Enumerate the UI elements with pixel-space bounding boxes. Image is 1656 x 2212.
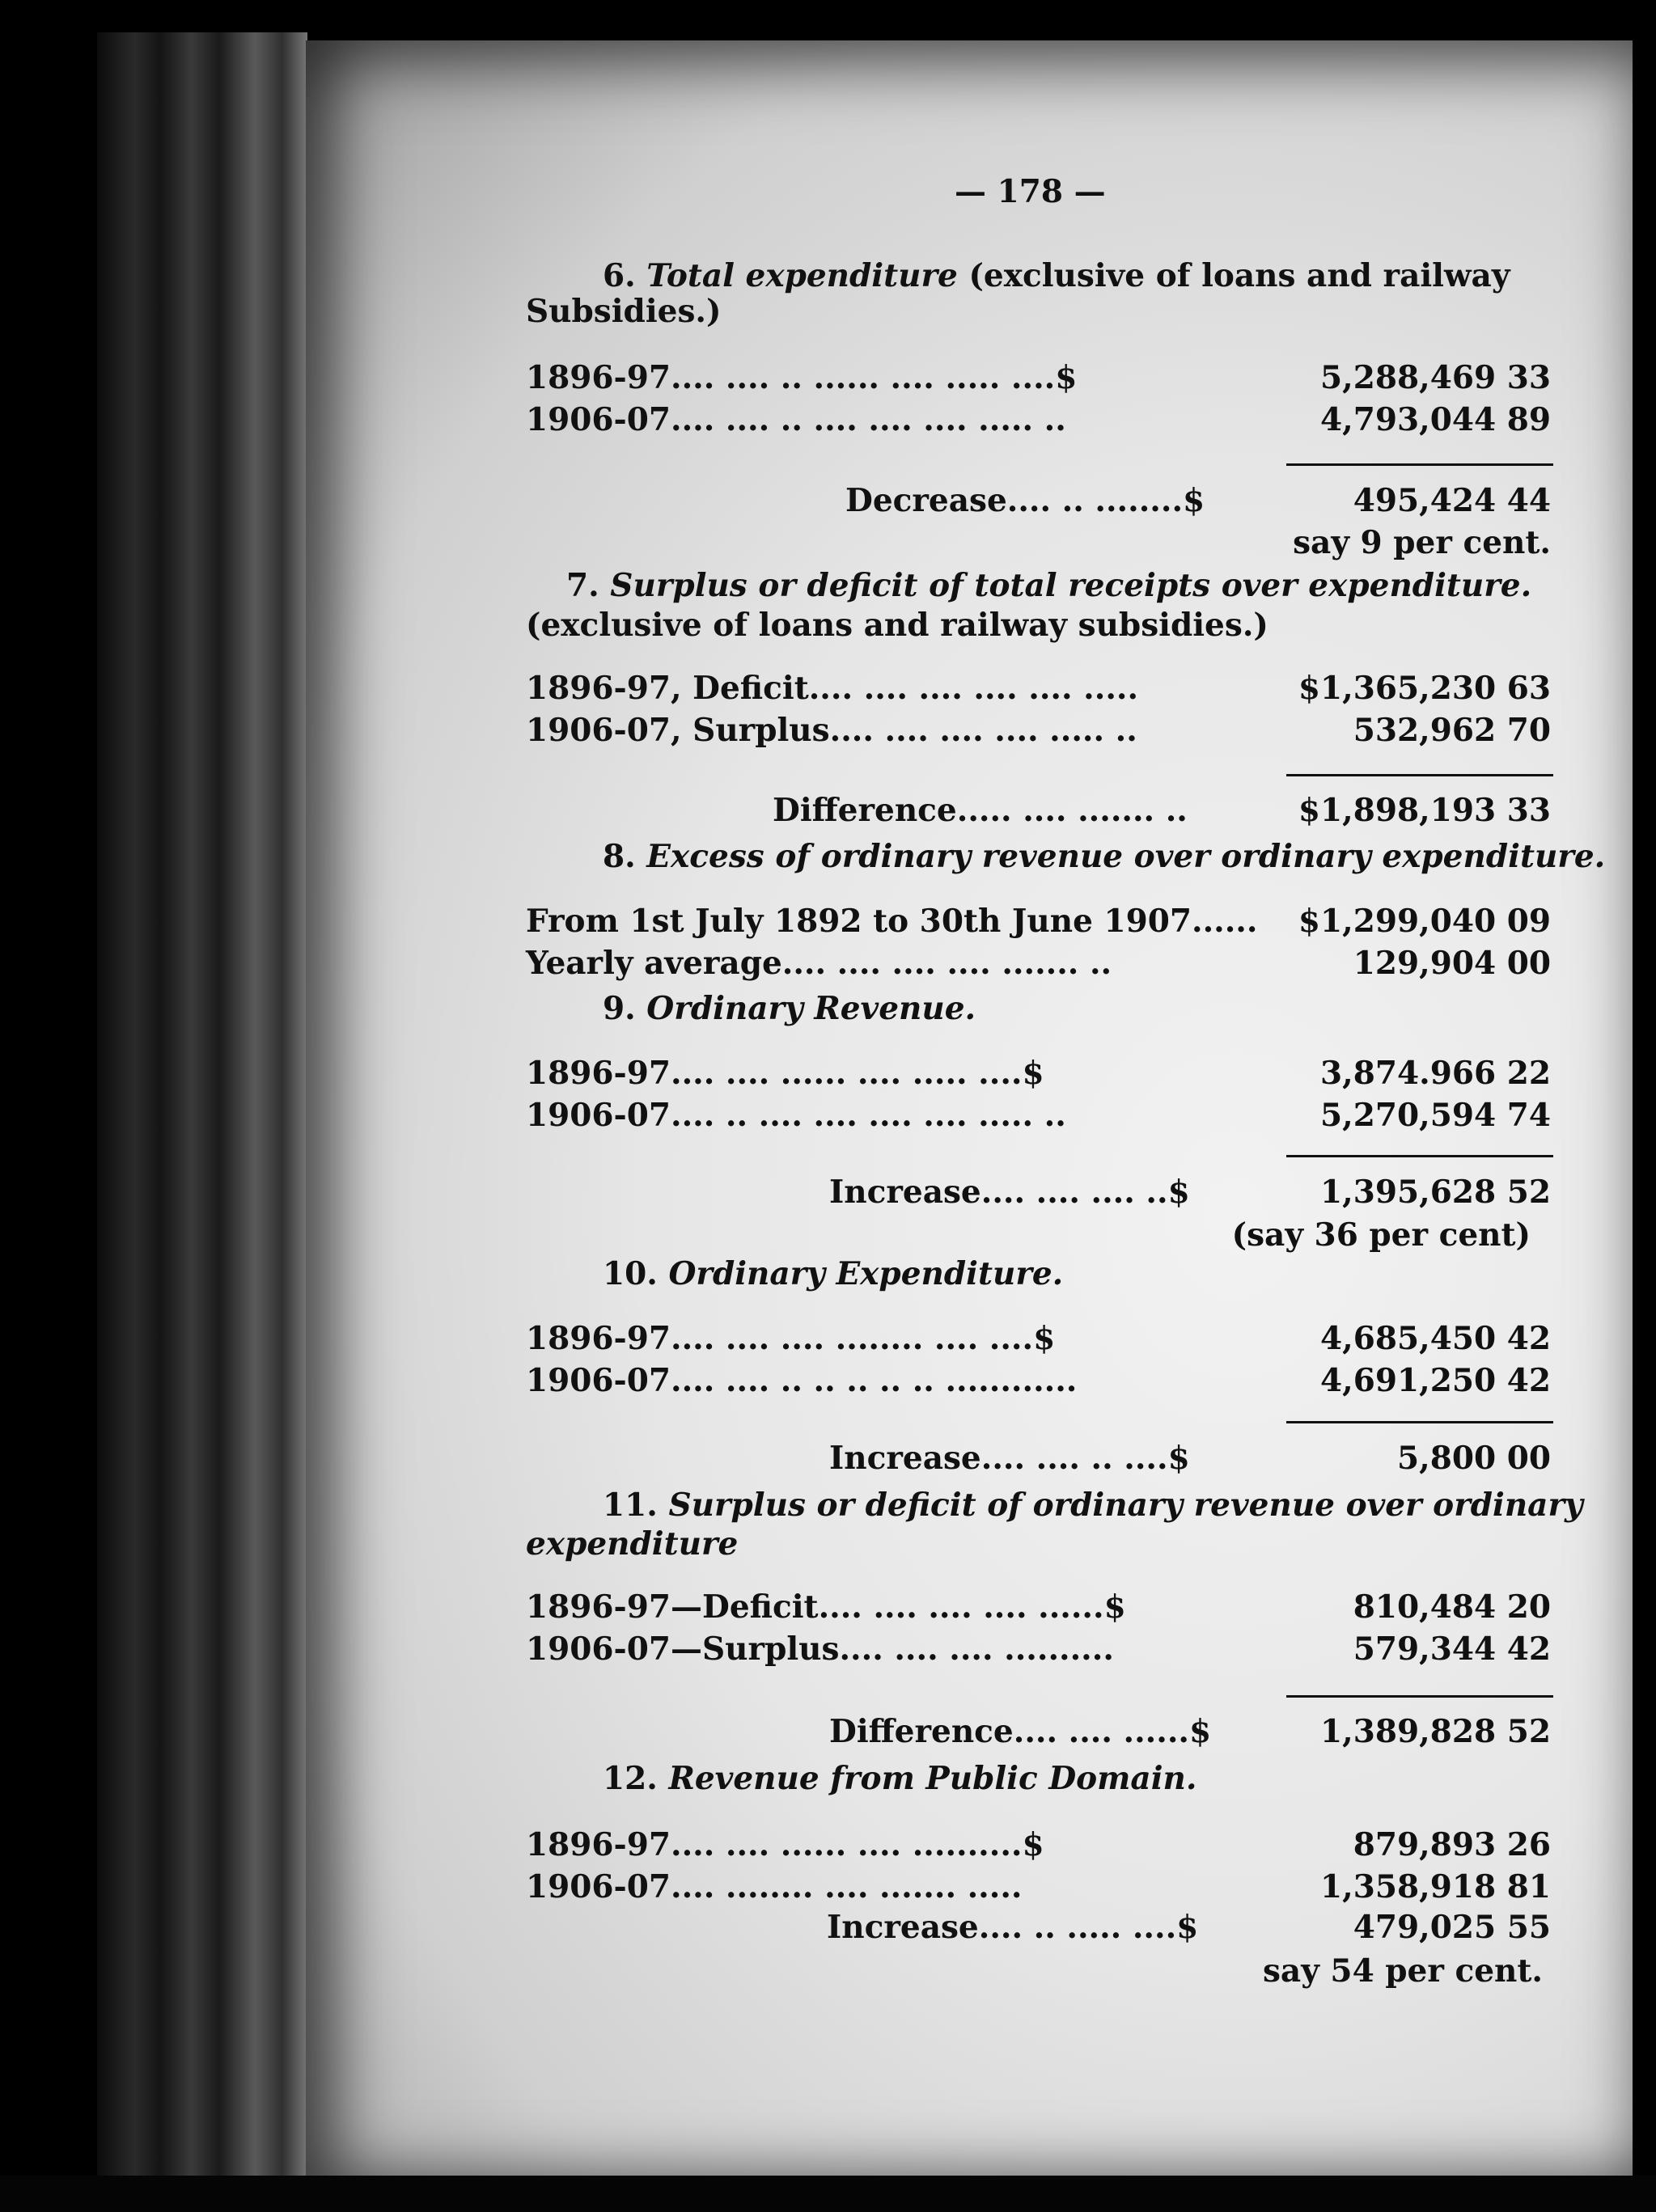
section-11-row-1-label: 1896-97—Deficit.... .... .... .... ......$ bbox=[526, 1588, 1126, 1626]
book-spine-shadow bbox=[97, 32, 307, 2200]
section-12-row-1-label: 1896-97.... .... ...... .... ..........$ bbox=[526, 1826, 1044, 1863]
section-7-row-2-label: 1906-07, Surplus.... .... .... .... ..... .. bbox=[526, 712, 1137, 749]
section-6-heading-line2: Subsidies.) bbox=[526, 293, 722, 330]
section-6-total-label: Decrease.... .. ........$ bbox=[845, 482, 1205, 519]
section-11-total-amount: 1,389,828 52 bbox=[1320, 1713, 1551, 1750]
section-6-total-amount: 495,424 44 bbox=[1353, 482, 1551, 519]
section-6-row-2-amount: 4,793,044 89 bbox=[1320, 401, 1551, 438]
section-9-row-1-amount: 3,874.966 22 bbox=[1320, 1055, 1551, 1092]
section-8-row-1-label: From 1st July 1892 to 30th June 1907...... bbox=[526, 903, 1258, 940]
section-10-row-1-amount: 4,685,450 42 bbox=[1320, 1320, 1551, 1357]
section-6-row-1-amount: 5,288,469 33 bbox=[1320, 359, 1551, 396]
section-6-heading: 6. Total expenditure (exclusive of loans and railway bbox=[603, 257, 1510, 294]
section-7-heading: 7. Surplus or deficit of total receipts over expenditure. bbox=[566, 567, 1532, 604]
section-11-heading-line2: expenditure bbox=[526, 1525, 739, 1563]
section-12-row-2-amount: 1,358,918 81 bbox=[1320, 1868, 1551, 1905]
section-9-total-rule bbox=[1286, 1155, 1553, 1157]
section-9-total-label: Increase.... .... .... ..$ bbox=[829, 1174, 1190, 1211]
section-10-row-1-label: 1896-97.... .... .... ........ .... ....$ bbox=[526, 1320, 1056, 1357]
section-10-total-amount: 5,800 00 bbox=[1397, 1440, 1551, 1477]
section-6-row-2-label: 1906-07.... .... .. .... .... .... ..... .. bbox=[526, 401, 1066, 438]
section-11-row-2-amount: 579,344 42 bbox=[1353, 1630, 1551, 1668]
section-9-row-2-amount: 5,270,594 74 bbox=[1320, 1097, 1551, 1134]
section-7-heading-line2: (exclusive of loans and railway subsidies.) bbox=[526, 607, 1268, 644]
section-11-total-label: Difference.... .... ......$ bbox=[829, 1713, 1212, 1750]
section-9-row-2-label: 1906-07.... .. .... .... .... .... ..... .. bbox=[526, 1097, 1066, 1134]
section-7-total-rule bbox=[1286, 774, 1553, 776]
section-11-row-2-label: 1906-07—Surplus.... .... .... .......... bbox=[526, 1630, 1114, 1668]
section-12-total-label: Increase.... .. ..... ....$ bbox=[827, 1909, 1199, 1946]
section-7-row-1-label: 1896-97, Deficit.... .... .... .... .... ..... bbox=[526, 670, 1139, 707]
section-11-total-rule bbox=[1286, 1695, 1553, 1698]
section-11-row-1-amount: 810,484 20 bbox=[1353, 1588, 1551, 1626]
section-7-total-amount: $1,898,193 33 bbox=[1298, 792, 1551, 829]
section-8-heading: 8. Excess of ordinary revenue over ordinary expenditure. bbox=[603, 838, 1606, 875]
section-10-row-2-label: 1906-07.... .... .. .. .. .. .. ............ bbox=[526, 1362, 1078, 1399]
section-8-row-2-amount: 129,904 00 bbox=[1353, 945, 1551, 982]
section-6-row-1-label: 1896-97.... .... .. ...... .... ..... ....$ bbox=[526, 359, 1078, 396]
section-9-heading: 9. Ordinary Revenue. bbox=[603, 990, 976, 1027]
section-12-total-amount: 479,025 55 bbox=[1353, 1909, 1551, 1946]
section-12-heading: 12. Revenue from Public Domain. bbox=[603, 1760, 1197, 1797]
section-10-row-2-amount: 4,691,250 42 bbox=[1320, 1362, 1551, 1399]
section-8-row-1-amount: $1,299,040 09 bbox=[1298, 903, 1551, 940]
section-12-row-1-amount: 879,893 26 bbox=[1353, 1826, 1551, 1863]
section-10-heading: 10. Ordinary Expenditure. bbox=[603, 1255, 1064, 1292]
section-9-row-1-label: 1896-97.... .... ...... .... ..... ....$ bbox=[526, 1055, 1044, 1092]
section-8-row-2-label: Yearly average.... .... .... .... ....... .. bbox=[526, 945, 1112, 982]
section-7-total-label: Difference..... .... ....... .. bbox=[773, 792, 1188, 829]
page-number: — 178 — bbox=[955, 173, 1106, 210]
section-12-note: say 54 per cent. bbox=[1262, 1952, 1543, 1990]
section-10-total-rule bbox=[1286, 1421, 1553, 1423]
section-9-total-amount: 1,395,628 52 bbox=[1320, 1174, 1551, 1211]
section-7-row-2-amount: 532,962 70 bbox=[1353, 712, 1551, 749]
section-9-note: (say 36 per cent) bbox=[1231, 1216, 1531, 1254]
section-6-total-rule bbox=[1286, 463, 1553, 466]
section-6-note: say 9 per cent. bbox=[1293, 524, 1551, 561]
section-11-heading: 11. Surplus or deficit of ordinary revenue over ordinary bbox=[603, 1487, 1583, 1524]
scan-border bbox=[0, 2176, 1656, 2212]
section-10-total-label: Increase.... .... .. ....$ bbox=[829, 1440, 1190, 1477]
section-7-row-1-amount: $1,365,230 63 bbox=[1298, 670, 1551, 707]
section-12-row-2-label: 1906-07.... ........ .... ....... ..... bbox=[526, 1868, 1023, 1905]
